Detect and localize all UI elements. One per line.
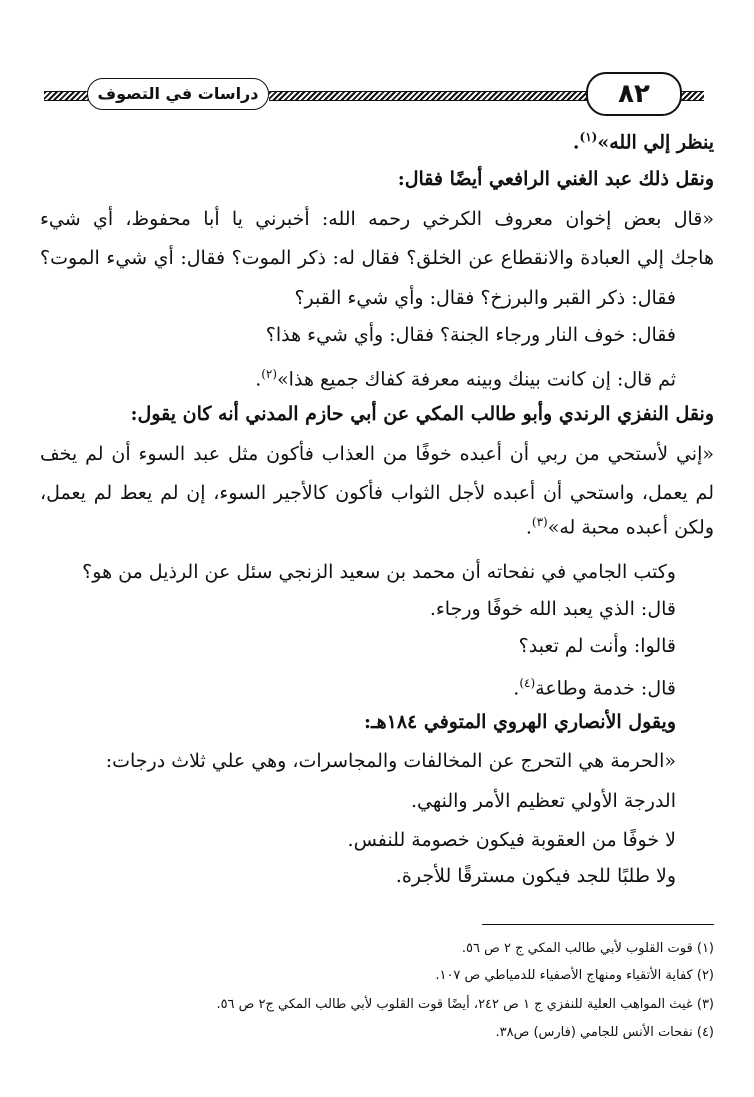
footnote-separator [482,924,714,925]
text-line: «الحرمة هي التحرج عن المخالفات والمجاسرات، وهي علي ثلاث درجات: [105,750,676,772]
text-line: الدرجة الأولي تعظيم الأمر والنهي. [410,790,676,812]
footnote: (٣) غيث المواهب العلية للنفزي ج ١ ص ٢٤٢، أيضًا قوت القلوب لأبي طالب المكي ج٢ ص ٥٦. [216,997,714,1012]
text-line: «إني لأستحي من ربي أن أعبده خوفًا من العذاب فأكون مثل عبد السوء أن لم يخف [40,443,714,465]
text-line: هاجك إلي العبادة والانقطاع عن الخلق؟ فقال له: ذكر الموت؟ فقال: أي شيء الموت؟ [40,247,714,269]
footnote-ref: (١) [579,130,598,144]
text-line: ثم قال: إن كانت بينك وبينه معرفة كفاك جميع هذا»$^{(٢)}$. [255,367,676,391]
text-line: فقال: ذكر القبر والبرزخ؟ فقال: وأي شيء القبر؟ [294,287,676,309]
text-line: قالوا: وأنت لم تعبد؟ [518,635,676,657]
text-line: ويقول الأنصاري الهروي المتوفي ١٨٤هـ: [364,711,676,733]
page-header [44,70,704,120]
text-line: قال: الذي يعبد الله خوفًا ورجاء. [429,598,676,620]
text-line: «قال بعض إخوان معروف الكرخي رحمه الله: أخبرني يا أبا محفوظ، أي شيء [40,208,714,230]
text-line: ولا طلبًا للجد فيكون مسترقًا للأجرة. [395,865,676,887]
text-line: قال: خدمة وطاعة$^{(٤)}$. [513,676,676,700]
footnote-ref: (٤) [519,676,536,690]
footnote-ref: (٣) [531,515,548,529]
text-line: ينظر إلي الله»$^{(١)}$. [572,130,714,154]
page-number: ٨٢ [586,72,682,116]
footnote-ref: (٢) [261,367,278,381]
text-line: فقال: خوف النار ورجاء الجنة؟ فقال: وأي شيء هذا؟ [265,324,676,346]
text-line: ونقل النفزي الرندي وأبو طالب المكي عن أبي حازم المدني أنه كان يقول: [130,403,714,425]
header-ornament-left [44,91,92,101]
header-ornament-middle [269,91,594,101]
text-line: لا خوفًا من العقوبة فيكون خصومة للنفس. [347,829,676,851]
text-line: ونقل ذلك عبد الغني الرافعي أيضًا فقال: [397,168,714,190]
text-line: وكتب الجامي في نفحاته أن محمد بن سعيد الزنجي سئل عن الرذيل من هو؟ [82,561,676,583]
text-line: ولكن أعبده محبة له»$^{(٣)}$. [525,515,714,539]
text-line: لم يعمل، واستحي أن أعبده لأجل الثواب فأكون كالأجير السوء، إن لم يعط لم يعمل، [40,482,714,504]
running-title: دراسات في التصوف [87,78,269,110]
footnote: (٢) كفاية الأتقياء ومنهاج الأصفياء للدمياطي ص ١٠٧. [435,968,714,983]
footnote: (١) قوت القلوب لأبي طالب المكي ج ٢ ص ٥٦. [461,941,714,956]
footnote: (٤) نفحات الأنس للجامي (فارس) ص٣٨. [495,1025,714,1040]
